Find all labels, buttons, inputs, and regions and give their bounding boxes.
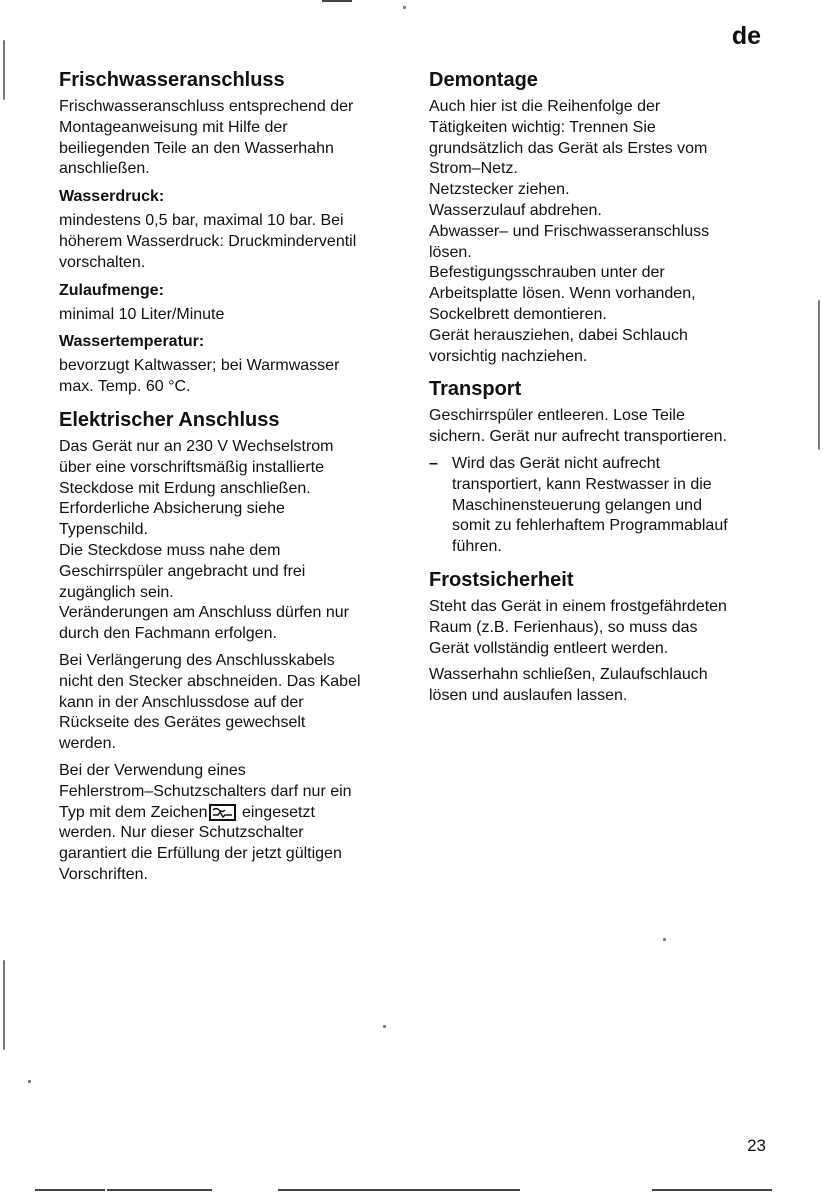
- text-line: somit zu fehlerhaftem Programmablauf: [452, 517, 728, 535]
- text-line: Veränderungen am Anschluss dürfen nur: [59, 604, 349, 622]
- scan-speck: [3, 40, 5, 100]
- text-line-with-symbol: [59, 803, 404, 824]
- scan-speck: [3, 960, 5, 1050]
- text-line: Frischwasseranschluss entsprechend der: [59, 98, 354, 115]
- text-line: Gerät vollständig entleert werden.: [429, 639, 669, 657]
- scan-speck: [403, 6, 406, 9]
- text-line: beiliegenden Teile an den Wasserhahn: [59, 139, 334, 157]
- right-column: [429, 68, 769, 713]
- text-line: Befestigungsschrauben unter der: [429, 264, 665, 282]
- scan-speck: [663, 938, 666, 941]
- frost-paragraph-2: [429, 665, 769, 707]
- text-line: sichern. Gerät nur aufrecht transportieren.: [429, 428, 727, 446]
- text-line: Auch hier ist die Reihenfolge der: [429, 98, 661, 115]
- language-code: de: [731, 22, 761, 50]
- transport-list-item: [429, 454, 769, 558]
- text-line: Netzstecker ziehen.: [429, 181, 570, 199]
- elektrisch-paragraph-2: [59, 651, 404, 755]
- text-line: Wird das Gerät nicht aufrecht: [452, 454, 661, 472]
- heading-transport: Transport: [429, 378, 522, 401]
- section-demontage: [429, 68, 769, 367]
- text-line: Bei der Verwendung eines: [59, 761, 246, 779]
- text-line: Rückseite des Gerätes gewechselt: [59, 714, 306, 732]
- heading-wasserdruck: Wasserdruck:: [59, 188, 165, 206]
- rcd-symbol-icon: [209, 804, 236, 821]
- wassertemperatur-paragraph: [59, 356, 404, 398]
- text-line: Steckdose mit Erdung anschließen.: [59, 479, 311, 497]
- text-line: Geschirrspüler angebracht und frei: [59, 562, 306, 580]
- text-line: Tätigkeiten wichtig: Trennen Sie: [429, 118, 656, 136]
- text-line: vorsichtig nachziehen.: [429, 347, 588, 365]
- heading-elektrischer-anschluss: Elektrischer Anschluss: [59, 408, 280, 431]
- text-line: Sockelbrett demontieren.: [429, 305, 607, 323]
- text-line: Montageanweisung mit Hilfe der: [59, 118, 288, 136]
- heading-frostsicherheit: Frostsicherheit: [429, 568, 574, 591]
- text-line: Wasserzulauf abdrehen.: [429, 201, 602, 219]
- heading-frischwasseranschluss: Frischwasseranschluss: [59, 69, 285, 91]
- text-line: durch den Fachmann erfolgen.: [59, 625, 277, 643]
- text-line: kann in der Anschlussdose auf der: [59, 693, 304, 711]
- scan-rule: [322, 0, 352, 2]
- text-line: Steht das Gerät in einem frostgefährdeten: [429, 597, 727, 615]
- text-line: werden.: [59, 735, 116, 753]
- text-line: Das Gerät nur an 230 V Wechselstrom: [59, 437, 334, 455]
- text-line: Strom–Netz.: [429, 160, 518, 178]
- text-line: Wasserhahn schließen, Zulaufschlauch: [429, 666, 708, 684]
- text-line: lösen.: [429, 243, 472, 261]
- section-transport: [429, 377, 769, 558]
- text-line: Geschirrspüler entleeren. Lose Teile: [429, 407, 685, 425]
- scan-rule: [107, 1189, 212, 1191]
- text-line: Erforderliche Absicherung siehe: [59, 500, 285, 518]
- text-line: mindestens 0,5 bar, maximal 10 bar. Bei: [59, 212, 344, 230]
- text-line: Abwasser– und Frischwasseranschluss: [429, 222, 710, 240]
- text-before-symbol-fallback: Typ mit dem Zeichen: [59, 803, 208, 821]
- text-line: Vorschriften.: [59, 865, 148, 883]
- transport-paragraph: [429, 406, 769, 448]
- text-line: Arbeitsplatte lösen. Wenn vorhanden,: [429, 285, 696, 303]
- heading-zulaufmenge: Zulaufmenge:: [59, 281, 164, 299]
- left-column: [59, 68, 404, 892]
- text-line: Typenschild.: [59, 521, 148, 539]
- text-line: Fehlerstrom–Schutzschalters darf nur ein: [59, 782, 352, 800]
- text-line: anschließen.: [59, 160, 150, 178]
- text-line: max. Temp. 60 °C.: [59, 378, 191, 396]
- scan-rule: [35, 1189, 105, 1191]
- text-after-symbol: eingesetzt: [237, 803, 315, 821]
- text-line: garantiert die Erfüllung der jetzt gültigen: [59, 845, 342, 863]
- text-line: grundsätzlich das Gerät als Erstes vom: [429, 139, 708, 157]
- frischwasser-paragraph: [59, 97, 404, 180]
- elektrisch-paragraph-3: [59, 761, 404, 886]
- scan-speck: [28, 1080, 31, 1083]
- text-line: Maschinensteuerung gelangen und: [452, 496, 702, 514]
- scan-speck: [383, 1025, 386, 1028]
- elektrisch-paragraph-1: [59, 437, 404, 645]
- text-line: führen.: [452, 538, 502, 556]
- demontage-paragraph: [429, 97, 769, 367]
- zulaufmenge-paragraph: [59, 305, 404, 326]
- text-line: über eine vorschriftsmäßig installierte: [59, 458, 324, 476]
- scan-rule: [278, 1189, 520, 1191]
- text-line: Raum (z.B. Ferienhaus), so muss das: [429, 618, 698, 636]
- text-line: lösen und auslaufen lassen.: [429, 687, 628, 705]
- frost-paragraph-1: [429, 597, 769, 659]
- section-elektrischer-anschluss: [59, 408, 404, 886]
- wasserdruck-paragraph: [59, 211, 404, 273]
- text-line: vorschalten.: [59, 253, 146, 271]
- text-line: minimal 10 Liter/Minute: [59, 305, 225, 323]
- section-frischwasseranschluss: [59, 68, 404, 398]
- page-number: 23: [747, 1136, 766, 1155]
- dash-bullet: –: [429, 454, 438, 472]
- section-frostsicherheit: [429, 568, 769, 707]
- text-line: werden. Nur dieser Schutzschalter: [59, 824, 304, 842]
- text-line: höherem Wasserdruck: Druckminderventil: [59, 232, 357, 250]
- text-line: Die Steckdose muss nahe dem: [59, 541, 281, 559]
- text-line: nicht den Stecker abschneiden. Das Kabel: [59, 672, 361, 690]
- text-line: bevorzugt Kaltwasser; bei Warmwasser: [59, 357, 340, 375]
- text-line: transportiert, kann Restwasser in die: [452, 475, 712, 493]
- scan-speck: [818, 300, 820, 450]
- scan-rule: [652, 1189, 772, 1191]
- text-line: Bei Verlängerung des Anschlusskabels: [59, 651, 335, 669]
- text-line: zugänglich sein.: [59, 583, 174, 601]
- heading-demontage: Demontage: [429, 69, 538, 91]
- heading-wassertemperatur: Wassertemperatur:: [59, 333, 205, 351]
- text-line: Gerät herausziehen, dabei Schlauch: [429, 326, 688, 344]
